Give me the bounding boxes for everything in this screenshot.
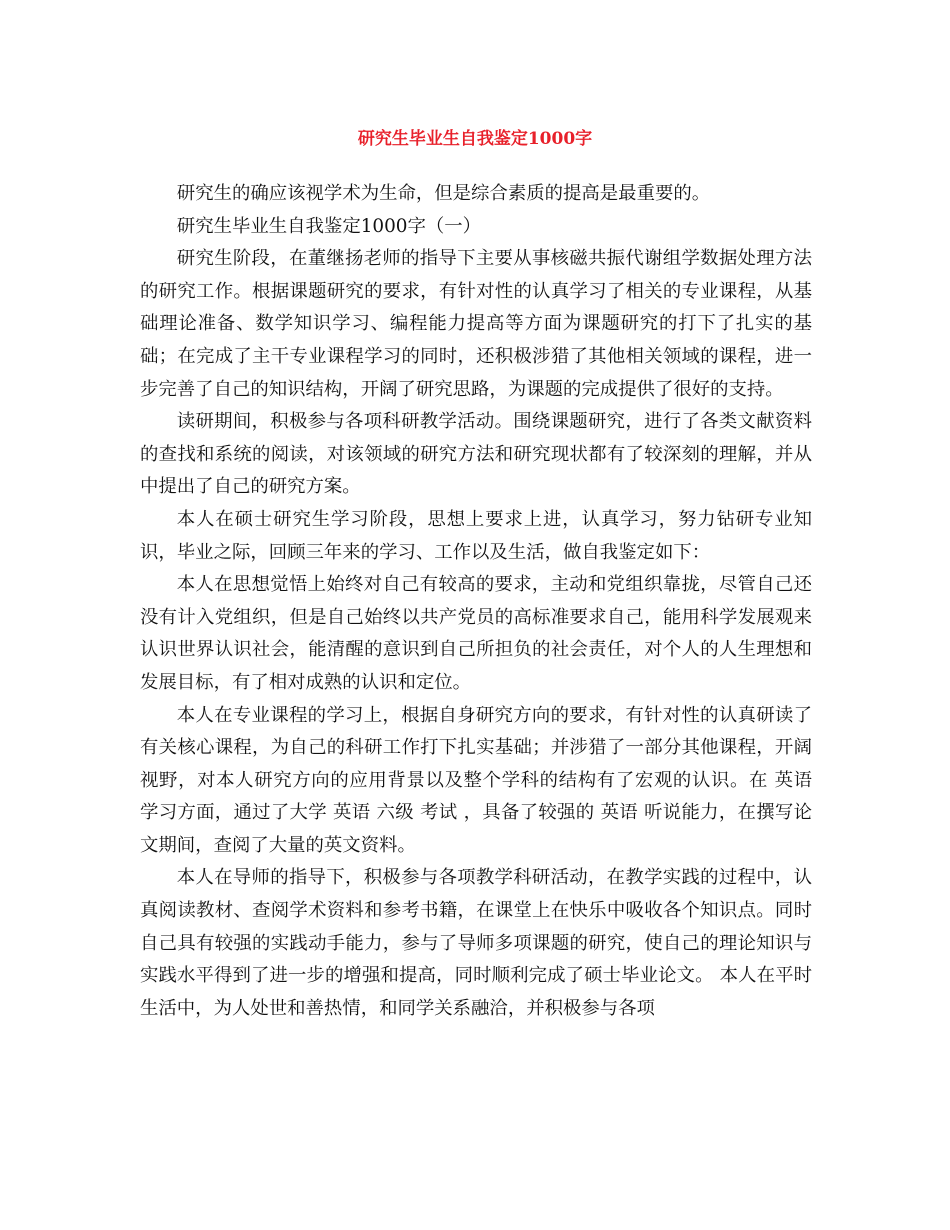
paragraph-self-assessment-intro: 本人在硕士研究生学习阶段，思想上要求上进，认真学习，努力钻研专业知识，毕业之际，回顾三年来的学习、工作以及生活，做自我鉴定如下： bbox=[140, 508, 812, 563]
document-body bbox=[140, 178, 812, 1025]
document-title: 研究生毕业生自我鉴定1000字 bbox=[357, 129, 593, 149]
paragraph-coursework: 本人在专业课程的学习上，根据自身研究方向的要求，有针对性的认真研读了有关核心课程，为自己的科研工作打下扎实基础；并涉猎了一部分其他课程，开阔视野，对本人研究方向的应用背景以及整个学科的结构有了宏观的认识。在 英语 学习方面，通过了大学 英语 六级 考试 ，具备了较强的 英语 听说能力，在撰写论文期间，查阅了大量的英文资料。 bbox=[140, 704, 812, 856]
paragraph-research-activities: 读研期间，积极参与各项科研教学活动。围绕课题研究，进行了各类文献资料的查找和系统的阅读，对该领域的研究方法和研究现状都有了较深刻的理解，并从中提出了自己的研究方案。 bbox=[140, 411, 812, 498]
paragraph-research-work: 研究生阶段，在董继扬老师的指导下主要从事核磁共振代谢组学数据处理方法的研究工作。根据课题研究的要求，有针对性的认真学习了相关的专业课程，从基础理论准备、数学知识学习、编程能力提高等方面为课题研究的打下了扎实的基础；在完成了主干专业课程学习的同时，还积极涉猎了其他相关领域的课程，进一步完善了自己的知识结构，开阔了研究思路，为课题的完成提供了很好的支持。 bbox=[140, 248, 812, 400]
paragraph-ideology: 本人在思想觉悟上始终对自己有较高的要求，主动和党组织靠拢，尽管自己还没有计入党组织，但是自己始终以共产党员的高标准要求自己，能用科学发展观来认识世界认识社会，能清醒的意识到自己所担负的社会责任，对个人的人生理想和发展目标，有了相对成熟的认识和定位。 bbox=[140, 574, 812, 693]
paragraph-teaching-research: 本人在导师的指导下，积极参与各项教学科研活动，在教学实践的过程中，认真阅读教材、查阅学术资料和参考书籍，在课堂上在快乐中吸收各个知识点。同时自己具有较强的实践动手能力，参与了导师多项课题的研究，使自己的理论知识与实践水平得到了进一步的增强和提高，同时顺利完成了硕士毕业论文。 本人在平时生活中，为人处世和善热情，和同学关系融洽，并积极参与各项 bbox=[140, 867, 812, 1019]
paragraph-intro: 研究生的确应该视学术为生命，但是综合素质的提高是最重要的。 bbox=[176, 183, 711, 204]
paragraph-section-heading: 研究生毕业生自我鉴定1000字（一） bbox=[176, 215, 482, 237]
